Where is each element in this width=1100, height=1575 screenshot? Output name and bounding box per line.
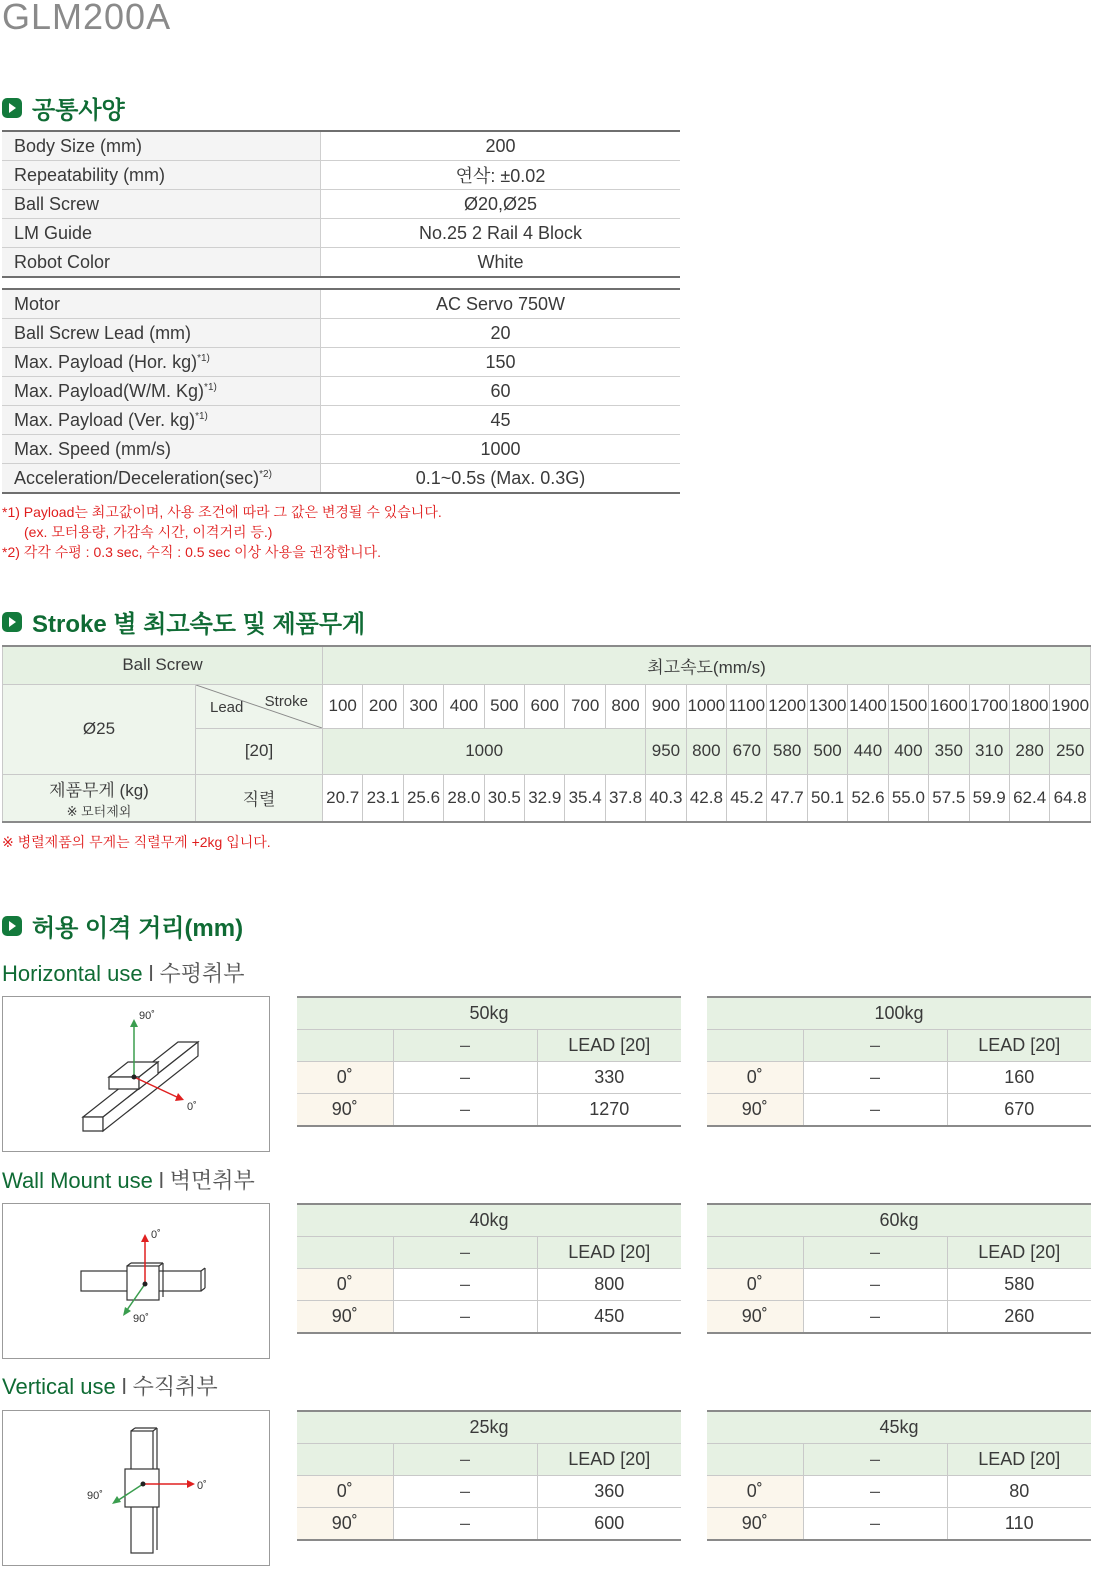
spec-row — [2, 190, 680, 219]
weight-value: 28.0 — [444, 774, 484, 822]
lead-header: LEAD [20] — [947, 1237, 1091, 1269]
lead-header: LEAD [20] — [947, 1444, 1091, 1476]
stroke-value: 1600 — [929, 684, 969, 728]
distance-value: 450 — [537, 1301, 681, 1334]
dash-cell: – — [803, 1508, 947, 1541]
spec-value: White — [321, 248, 681, 278]
spec-row — [2, 406, 680, 435]
weight-value: 20.7 — [323, 774, 363, 822]
bullet-arrow-icon — [2, 916, 22, 936]
angle-cell: 90˚ — [707, 1301, 803, 1334]
spec-key: LM Guide — [2, 219, 321, 248]
stroke-value: 500 — [484, 684, 524, 728]
dash-cell: – — [393, 1301, 537, 1334]
spec-row — [2, 219, 680, 248]
weight-value: 23.1 — [363, 774, 403, 822]
dash-cell: – — [803, 1094, 947, 1127]
empty-cell — [297, 1030, 393, 1062]
stroke-value: 300 — [403, 684, 443, 728]
spec-table-performance — [2, 288, 680, 494]
stroke-value: 600 — [525, 684, 565, 728]
speed-value: 440 — [848, 728, 888, 774]
stroke-row — [3, 684, 1091, 728]
spec-value: 1000 — [321, 435, 681, 464]
weight-type: 직렬 — [196, 774, 323, 822]
stroke-value: 1900 — [1050, 684, 1091, 728]
weight-value: 62.4 — [1009, 774, 1049, 822]
spec-key: Ball Screw Lead (mm) — [2, 319, 321, 348]
angle-cell: 0˚ — [297, 1269, 393, 1301]
weight-value: 40.3 — [646, 774, 686, 822]
load-header: 25kg — [297, 1411, 681, 1444]
spec-key: Body Size (mm) — [2, 131, 321, 161]
load-header: 50kg — [297, 997, 681, 1030]
angle-row — [707, 1476, 1091, 1508]
speed-value: 350 — [929, 728, 969, 774]
angle-cell: 90˚ — [297, 1094, 393, 1127]
stroke-value: 900 — [646, 684, 686, 728]
lead-stroke-header — [196, 684, 323, 728]
spec-row — [2, 319, 680, 348]
dash-cell: – — [803, 1030, 947, 1062]
weight-value: 37.8 — [605, 774, 645, 822]
weight-value: 59.9 — [969, 774, 1009, 822]
lead-row — [707, 1030, 1091, 1062]
angle-row — [297, 1476, 681, 1508]
stroke-header-row — [3, 646, 1091, 684]
empty-cell — [297, 1237, 393, 1269]
max-speed-header: 최고속도(mm/s) — [323, 646, 1091, 684]
load-header: 40kg — [297, 1204, 681, 1237]
parallel-note: ※ 병렬제품의 무게는 직렬무게 +2kg 입니다. — [2, 834, 271, 850]
dash-cell: – — [393, 1269, 537, 1301]
spec-value: 0.1~0.5s (Max. 0.3G) — [321, 464, 681, 494]
bullet-arrow-icon — [2, 98, 22, 118]
dash-cell: – — [393, 1476, 537, 1508]
load-row — [297, 1411, 681, 1444]
empty-cell — [297, 1444, 393, 1476]
spec-value: 200 — [321, 131, 681, 161]
weight-value: 64.8 — [1050, 774, 1091, 822]
spec-value: No.25 2 Rail 4 Block — [321, 219, 681, 248]
angle-cell: 0˚ — [707, 1062, 803, 1094]
load-header: 60kg — [707, 1204, 1091, 1237]
lead-label: Lead — [210, 698, 244, 716]
distance-value: 800 — [537, 1269, 681, 1301]
angle-row — [297, 1094, 681, 1127]
spec-key: Acceleration/$Deceleration(\sec)^{*2)}$ — [2, 464, 321, 494]
weight-value: 52.6 — [848, 774, 888, 822]
stroke-value: 1400 — [848, 684, 888, 728]
empty-cell — [707, 1237, 803, 1269]
stroke-value: 1100 — [727, 684, 767, 728]
dash-cell: – — [803, 1237, 947, 1269]
use-title-kr: 벽면취부 — [169, 1168, 255, 1193]
distance-value: 110 — [947, 1508, 1091, 1541]
spec-row — [2, 435, 680, 464]
dash-cell: – — [393, 1237, 537, 1269]
dash-cell: – — [393, 1508, 537, 1541]
speed-value: 400 — [888, 728, 928, 774]
empty-cell — [707, 1444, 803, 1476]
screw-diameter: Ø25 — [3, 684, 196, 774]
stroke-value: 1000 — [686, 684, 726, 728]
speed-value: 950 — [646, 728, 686, 774]
load-row — [707, 1204, 1091, 1237]
stroke-value: 700 — [565, 684, 605, 728]
model-title: GLM200A — [2, 0, 172, 37]
ball-screw-header: Ball Screw — [3, 646, 323, 684]
use-title-kr: 수평취부 — [159, 961, 245, 986]
distance-value: 600 — [537, 1508, 681, 1541]
spec-row — [2, 289, 680, 319]
lead-header: LEAD [20] — [537, 1237, 681, 1269]
angle-row — [297, 1301, 681, 1334]
angle-0-label: 0˚ — [187, 1101, 197, 1113]
distance-value: 80 — [947, 1476, 1091, 1508]
angle-row — [707, 1508, 1091, 1541]
dash-cell: – — [803, 1269, 947, 1301]
section-stroke-title: Stroke 별 최고속도 및 제품무게 — [32, 611, 366, 638]
spec-key: Max. Payload (Ver. kg)$^{*1)}$ — [2, 406, 321, 435]
stroke-value: 400 — [444, 684, 484, 728]
angle-cell: 0˚ — [297, 1062, 393, 1094]
stroke-value: 100 — [323, 684, 363, 728]
stroke-table — [2, 645, 1091, 823]
spec-row — [2, 464, 680, 494]
load-header: 100kg — [707, 997, 1091, 1030]
spec-value: Ø20,Ø25 — [321, 190, 681, 219]
angle-row — [707, 1062, 1091, 1094]
load-row — [707, 1411, 1091, 1444]
weight-value: 35.4 — [565, 774, 605, 822]
angle-cell: 90˚ — [297, 1508, 393, 1541]
weight-label-sub: ※ 모터제외 — [66, 803, 132, 819]
spec-key: Repeatability (mm) — [2, 161, 321, 190]
weight-value: 57.5 — [929, 774, 969, 822]
lead-value: [20] — [196, 728, 323, 774]
dash-cell: – — [803, 1444, 947, 1476]
spec-row — [2, 348, 680, 377]
angle-0-label: 0˚ — [151, 1229, 161, 1241]
dash-cell: – — [393, 1444, 537, 1476]
speed-value: 580 — [767, 728, 807, 774]
angle-cell: 0˚ — [297, 1476, 393, 1508]
dash-cell: – — [803, 1476, 947, 1508]
spec-row — [2, 248, 680, 278]
lead-row — [297, 1237, 681, 1269]
distance-table — [707, 1203, 1091, 1334]
stroke-value: 1200 — [767, 684, 807, 728]
weight-value: 25.6 — [403, 774, 443, 822]
use-title-wall — [2, 1164, 255, 1195]
speed-value: 670 — [727, 728, 767, 774]
weight-value: 32.9 — [525, 774, 565, 822]
section-common-title: 공통사양 — [32, 97, 125, 124]
spec-table-general — [2, 130, 680, 278]
distance-table — [707, 1410, 1091, 1541]
stroke-value: 1700 — [969, 684, 1009, 728]
stroke-value: 800 — [605, 684, 645, 728]
distance-value: 580 — [947, 1269, 1091, 1301]
load-row — [297, 1204, 681, 1237]
vertical-mount-drawing — [3, 1411, 269, 1565]
load-header: 45kg — [707, 1411, 1091, 1444]
weight-value: 55.0 — [888, 774, 928, 822]
angle-90-label: 90˚ — [87, 1490, 103, 1502]
distance-value: 330 — [537, 1062, 681, 1094]
spec-key: Ball Screw — [2, 190, 321, 219]
dash-cell: – — [393, 1094, 537, 1127]
spec-value: 60 — [321, 377, 681, 406]
horizontal-mount-drawing — [3, 997, 269, 1151]
use-title-sep: l — [158, 1168, 164, 1193]
stroke-label: Stroke — [264, 692, 308, 710]
distance-value: 670 — [947, 1094, 1091, 1127]
use-title-sep: l — [148, 961, 154, 986]
load-row — [297, 997, 681, 1030]
angle-cell: 90˚ — [707, 1508, 803, 1541]
distance-table — [297, 1203, 681, 1334]
bullet-arrow-icon — [2, 612, 22, 632]
section-stroke — [2, 604, 365, 639]
weight-value: 42.8 — [686, 774, 726, 822]
use-title-en: Wall Mount use — [2, 1168, 153, 1193]
speed-value: 310 — [969, 728, 1009, 774]
stroke-value: 1500 — [888, 684, 928, 728]
lead-row — [297, 1444, 681, 1476]
spec-row — [2, 131, 680, 161]
spec-value: 20 — [321, 319, 681, 348]
angle-cell: 90˚ — [297, 1301, 393, 1334]
distance-value: 360 — [537, 1476, 681, 1508]
section-distance-title: 허용 이격 거리(mm) — [32, 915, 244, 942]
weight-row — [3, 774, 1091, 822]
angle-0-label: 0˚ — [197, 1480, 207, 1492]
angle-90-label: 90˚ — [133, 1313, 149, 1325]
empty-cell — [707, 1030, 803, 1062]
angle-cell: 0˚ — [707, 1476, 803, 1508]
angle-row — [707, 1094, 1091, 1127]
vertical-mount-figure — [2, 1410, 270, 1566]
use-title-vertical — [2, 1370, 218, 1401]
angle-cell: 90˚ — [707, 1094, 803, 1127]
dash-cell: – — [393, 1062, 537, 1094]
spec-key: Max. Speed (mm/s) — [2, 435, 321, 464]
lead-header: LEAD [20] — [537, 1444, 681, 1476]
speed-value: 800 — [686, 728, 726, 774]
angle-row — [707, 1301, 1091, 1334]
use-title-sep: l — [121, 1374, 127, 1399]
speed-value: 250 — [1050, 728, 1091, 774]
wall-mount-drawing — [3, 1204, 269, 1358]
dash-cell: – — [803, 1301, 947, 1334]
angle-row — [707, 1269, 1091, 1301]
spec-value: 45 — [321, 406, 681, 435]
spec-row — [2, 377, 680, 406]
distance-table — [297, 1410, 681, 1541]
weight-label-text: 제품무게 (kg) — [49, 780, 149, 800]
wall-mount-figure — [2, 1203, 270, 1359]
speed-merged-cell: 1000 — [323, 728, 646, 774]
lead-header: LEAD [20] — [537, 1030, 681, 1062]
spec-value: 150 — [321, 348, 681, 377]
dash-cell: – — [393, 1030, 537, 1062]
speed-value: 500 — [807, 728, 847, 774]
use-title-kr: 수직취부 — [132, 1374, 218, 1399]
section-common — [2, 90, 125, 125]
weight-value: 47.7 — [767, 774, 807, 822]
spec-key: Robot Color — [2, 248, 321, 278]
footnote-2: *2) 각각 수평 : 0.3 sec, 수직 : 0.5 sec 이상 사용을 권장합니다. — [2, 544, 382, 560]
weight-label — [3, 774, 196, 822]
angle-90-label: 90˚ — [139, 1010, 155, 1022]
stroke-value: 200 — [363, 684, 403, 728]
angle-cell: 0˚ — [707, 1269, 803, 1301]
distance-value: 160 — [947, 1062, 1091, 1094]
weight-value: 30.5 — [484, 774, 524, 822]
spec-value: 연삭: ±0.02 — [321, 161, 681, 190]
angle-row — [297, 1508, 681, 1541]
horizontal-mount-figure — [2, 996, 270, 1152]
speed-value: 280 — [1009, 728, 1049, 774]
use-title-en: Horizontal use — [2, 961, 143, 986]
use-title-horizontal — [2, 957, 245, 988]
spec-row — [2, 161, 680, 190]
spec-key: Motor — [2, 289, 321, 319]
use-title-en: Vertical use — [2, 1374, 116, 1399]
spec-key: Max. Payload (Hor. kg)$^{*1)}$ — [2, 348, 321, 377]
stroke-value: 1300 — [807, 684, 847, 728]
lead-row — [297, 1030, 681, 1062]
distance-table — [297, 996, 681, 1127]
spec-key: Max. Payload(W/M. Kg)$^{*1)}$ — [2, 377, 321, 406]
distance-value: 260 — [947, 1301, 1091, 1334]
footnotes — [2, 502, 442, 562]
distance-table — [707, 996, 1091, 1127]
dash-cell: – — [803, 1062, 947, 1094]
footnote-1-example: (ex. 모터용량, 가감속 시간, 이격거리 등.) — [24, 524, 273, 540]
stroke-value: 1800 — [1009, 684, 1049, 728]
weight-value: 50.1 — [807, 774, 847, 822]
load-row — [707, 997, 1091, 1030]
lead-row — [707, 1444, 1091, 1476]
lead-row — [707, 1237, 1091, 1269]
distance-value: 1270 — [537, 1094, 681, 1127]
spec-value: AC Servo 750W — [321, 289, 681, 319]
angle-row — [297, 1062, 681, 1094]
footnote-1: *1) Payload는 최고값이며, 사용 조건에 따라 그 값은 변경될 수 있습니다. — [2, 504, 442, 520]
angle-row — [297, 1269, 681, 1301]
lead-header: LEAD [20] — [947, 1030, 1091, 1062]
section-distance — [2, 908, 243, 943]
weight-value: 45.2 — [727, 774, 767, 822]
